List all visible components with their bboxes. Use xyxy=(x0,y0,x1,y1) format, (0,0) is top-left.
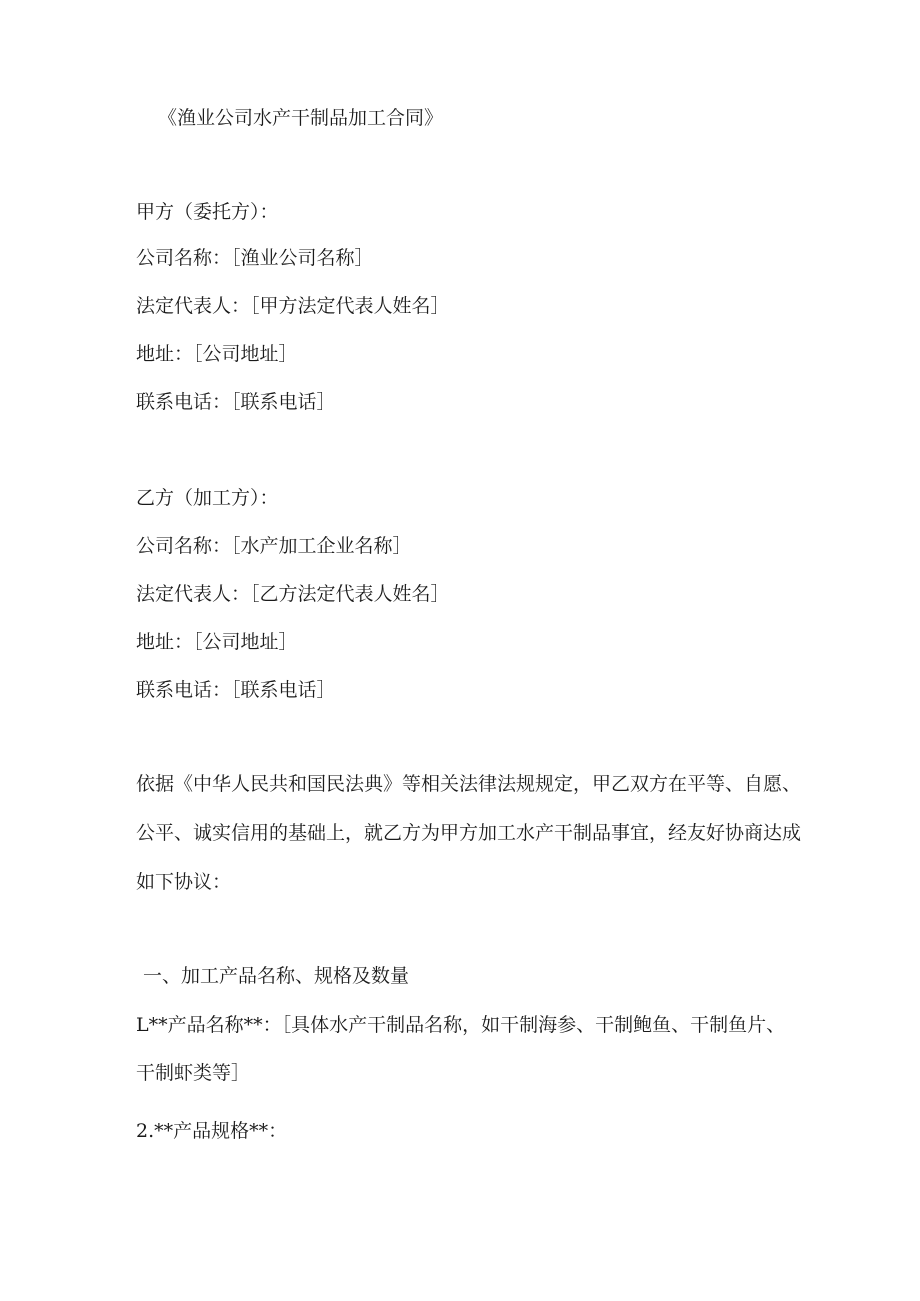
document-title: 《渔业公司水产干制品加工合同》 xyxy=(158,107,444,129)
party-b-legal-rep: 法定代表人：［乙方法定代表人姓名］ xyxy=(136,583,450,605)
party-b-phone: 联系电话：［联系电话］ xyxy=(136,679,336,701)
party-a-address: 地址：［公司地址］ xyxy=(136,343,298,365)
section-1-item-1-line-2: 干制虾类等］ xyxy=(136,1062,251,1084)
preamble-line-2: 公平、诚实信用的基础上，就乙方为甲方加工水产干制品事宜，经友好协商达成 xyxy=(136,822,802,844)
section-1-heading: 一、加工产品名称、规格及数量 xyxy=(143,965,410,987)
preamble-line-3: 如下协议： xyxy=(136,871,232,893)
party-a-company: 公司名称：［渔业公司名称］ xyxy=(136,247,374,269)
party-b-company: 公司名称：［水产加工企业名称］ xyxy=(136,535,412,557)
section-1-item-1-line-1: L**产品名称**：［具体水产干制品名称，如干制海参、干制鲍鱼、干制鱼片、 xyxy=(136,1014,786,1036)
section-1-item-2: 2.**产品规格**： xyxy=(136,1120,288,1142)
party-a-phone: 联系电话：［联系电话］ xyxy=(136,391,336,413)
party-b-address: 地址：［公司地址］ xyxy=(136,631,298,653)
party-a-legal-rep: 法定代表人：［甲方法定代表人姓名］ xyxy=(136,295,450,317)
party-b-heading: 乙方（加工方）： xyxy=(136,487,279,509)
party-a-heading: 甲方（委托方）： xyxy=(136,201,279,223)
preamble-line-1: 依据《中华人民共和国民法典》等相关法律法规规定，甲乙双方在平等、自愿、 xyxy=(136,773,802,795)
